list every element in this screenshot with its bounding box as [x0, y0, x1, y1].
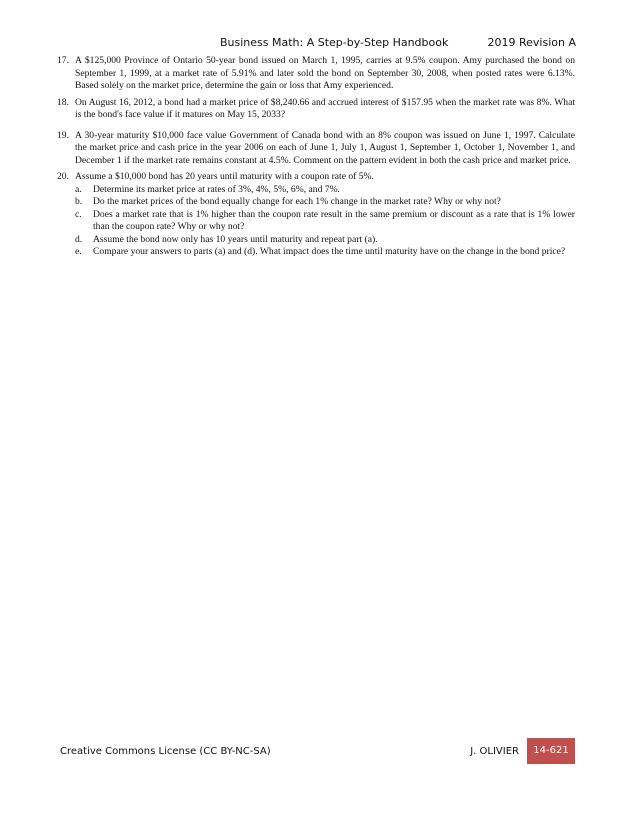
- part-letter: a.: [75, 183, 82, 195]
- question-part-e: [75, 246, 575, 259]
- question-number: 19.: [57, 129, 69, 141]
- part-letter: d.: [75, 233, 83, 245]
- part-text: Compare your answers to parts (a) and (d). What impact does the time until maturity have on the change in the bond price?: [93, 246, 566, 257]
- question-parts: [75, 184, 575, 259]
- page-number-badge: 14-621: [527, 738, 575, 764]
- question-text: On August 16, 2012, a bond had a market price of $8,240.66 and accrued interest of $157.95 when the market rate was 8%. What is the bond's face value if it matures on May 15, 2033?: [75, 96, 575, 120]
- part-text: Determine its market price at rates of 3%, 4%, 5%, 6%, and 7%.: [93, 183, 340, 195]
- author-name: J. OLIVIER: [470, 746, 519, 757]
- part-text: Does a market rate that is 1% higher than the coupon rate result in the same premium or discount as a rate that is 1% lower than the coupon rate? Why or why not?: [93, 208, 575, 232]
- question-number: 20.: [57, 171, 69, 182]
- part-text: Assume the bond now only has 10 years until maturity and repeat part (a).: [93, 233, 378, 245]
- question-number: 18.: [57, 96, 69, 108]
- question-number: 17.: [57, 55, 69, 66]
- book-title: Business Math: A Step-by-Step Handbook: [220, 36, 449, 49]
- question-part-c: [75, 209, 575, 234]
- page-header: [60, 36, 576, 52]
- question-part-b: [75, 196, 575, 209]
- question-20: [57, 171, 575, 259]
- part-letter: e.: [75, 246, 82, 257]
- revision-label: 2019 Revision A: [487, 36, 576, 49]
- exercise-list: [57, 55, 575, 259]
- question-part-a: [75, 184, 575, 197]
- page-footer: [60, 738, 575, 764]
- question-18: [57, 97, 575, 122]
- question-text: Assume a $10,000 bond has 20 years until maturity with a coupon rate of 5%.: [75, 171, 374, 182]
- question-text: A $125,000 Province of Ontario 50-year bond issued on March 1, 1995, carries at 9.5% coupon. Amy purchased the bond on September 1, 1999, at a market rate of 5.91% and later sold the bond on September 30, 2008, when posted rates were 6.13%. Based solely on the market price, determine the gain or loss that Amy experienced.: [75, 55, 575, 91]
- license-text: Creative Commons License (CC BY-NC-SA): [60, 746, 271, 757]
- part-text: Do the market prices of the bond equally change for each 1% change in the market rate? Why or why not?: [93, 196, 501, 207]
- question-text: A 30-year maturity $10,000 face value Government of Canada bond with an 8% coupon was issued on June 1, 1997. Calculate the market price and cash price in the year 2006 on each of June 1, July 1, August 1, September 1, October 1, November 1, and December 1 if the market rate remains constant at 4.5%. Comment on the pattern evident in both the cash price and market price.: [75, 129, 575, 166]
- part-letter: b.: [75, 196, 83, 207]
- question-17: [57, 55, 575, 93]
- question-19: [57, 130, 575, 168]
- question-part-d: [75, 234, 575, 247]
- part-letter: c.: [75, 208, 82, 220]
